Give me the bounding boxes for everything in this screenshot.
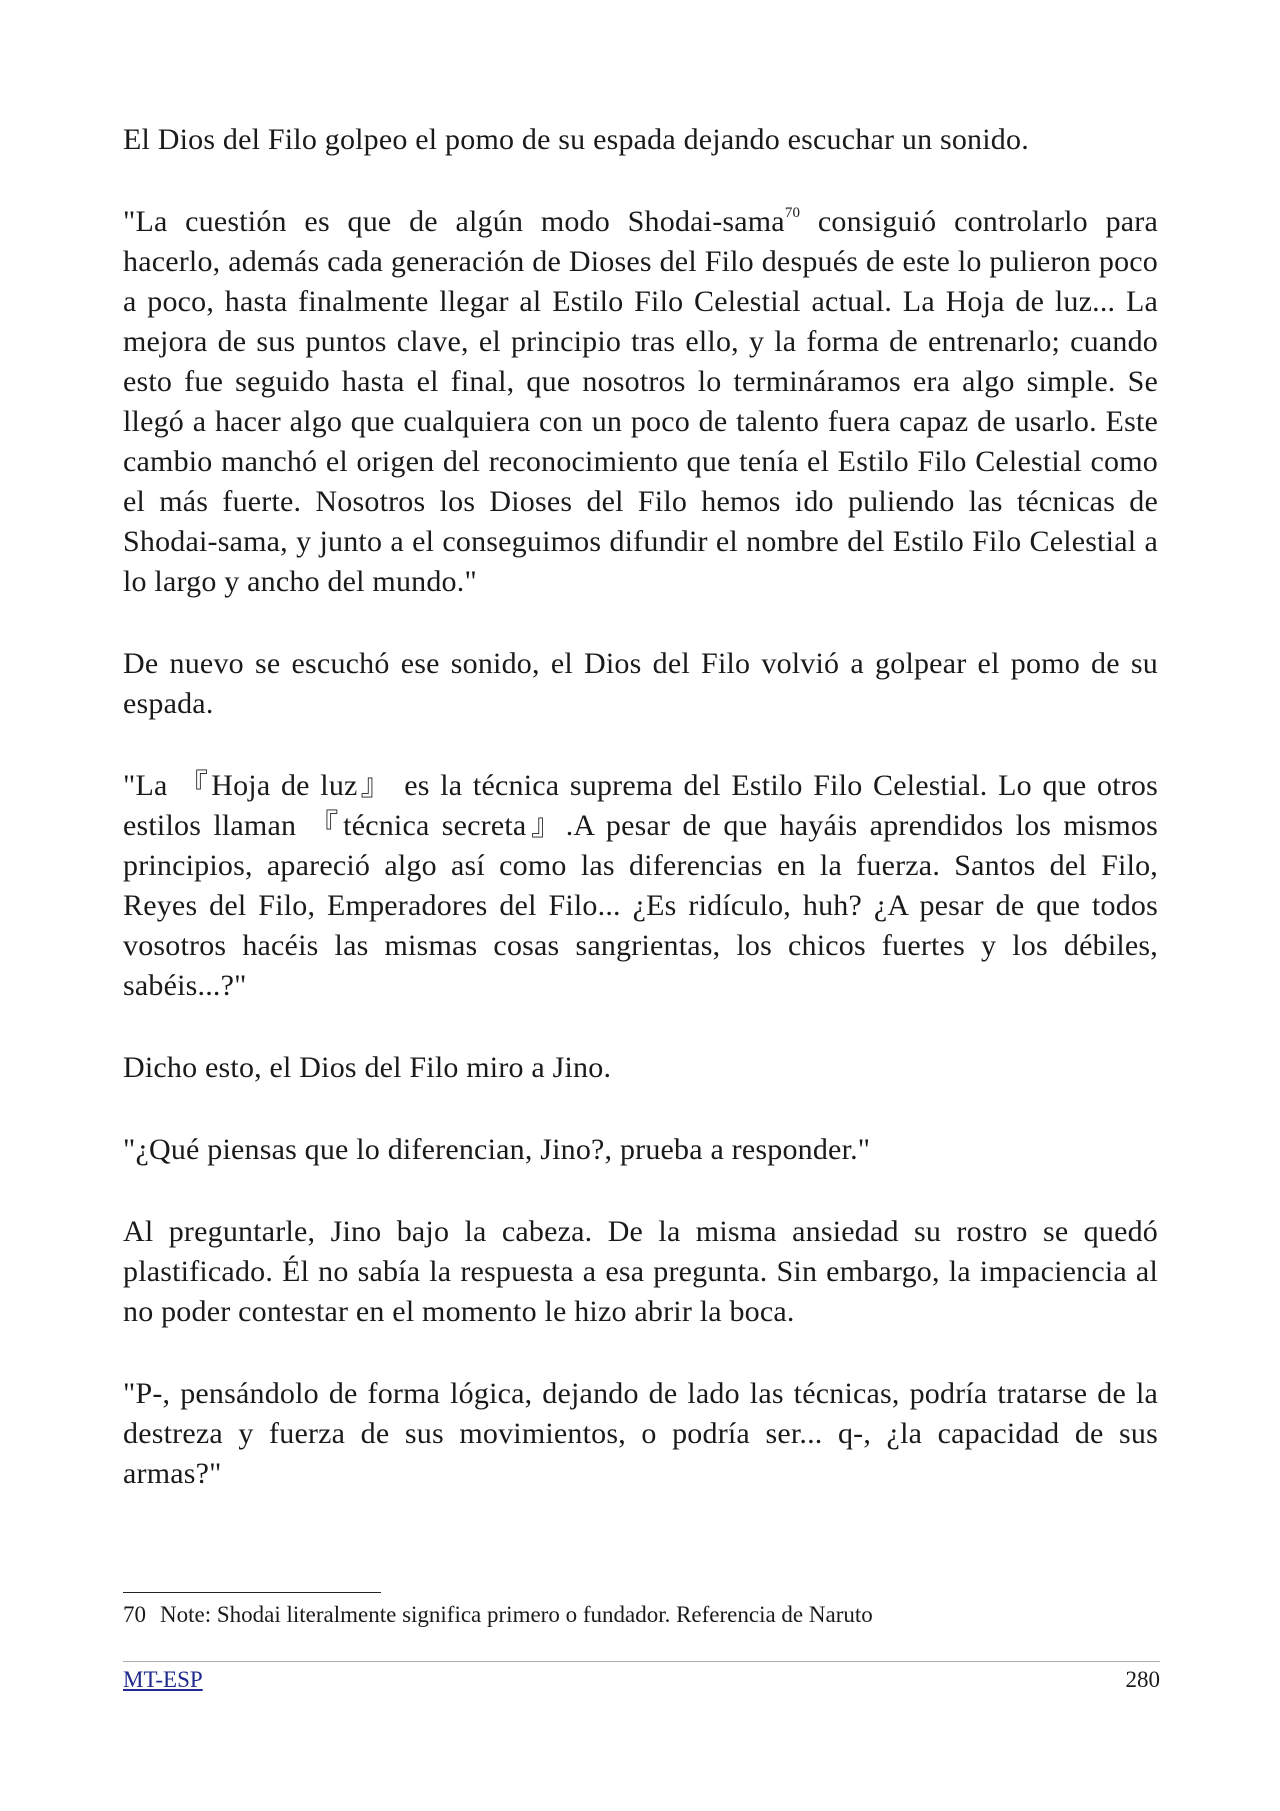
- footnote-text: Note: Shodai literalmente significa primero o fundador. Referencia de Naruto: [160, 1602, 873, 1627]
- paragraph-6: "¿Qué piensas que lo diferencian, Jino?, prueba a responder.": [123, 1133, 871, 1166]
- footnote-divider: [123, 1592, 381, 1593]
- page-footer: [123, 1664, 1160, 1696]
- footnote: [123, 1600, 873, 1630]
- page-number: 280: [1125, 1667, 1160, 1692]
- paragraph-2-rest: consiguió controlarlo para hacerlo, además cada generación de Dioses del Filo después de este lo pulieron poco a poco, hasta finalmente llegar al Estilo Filo Celestial actual. La Hoja de luz... La mejora de sus puntos clave, el principio tras ello, y la forma de entrenarlo; cuando esto fue seguido hasta el final, que nosotros lo termináramos era algo simple. Se llegó a hacer algo que cualquiera con un poco de talento fuera capaz de usarlo. Este cambio manchó el origen del reconocimiento que tenía el Estilo Filo Celestial como el más fuerte. Nosotros los Dioses del Filo hemos ido puliendo las técnicas de Shodai-sama, y junto a el conseguimos difundir el nombre del Estilo Filo Celestial a lo largo y ancho del mundo.": [123, 205, 1158, 598]
- paragraph-5: Dicho esto, el Dios del Filo miro a Jino.: [123, 1051, 612, 1084]
- paragraph-2-start: "La cuestión es que de algún modo Shodai-sama: [123, 205, 785, 238]
- paragraph-2: [123, 202, 1158, 602]
- paragraph-3: De nuevo se escuchó ese sonido, el Dios del Filo volvió a golpear el pomo de su espada.: [123, 647, 1158, 720]
- footnote-number: 70: [123, 1602, 146, 1627]
- paragraph-7: Al preguntarle, Jino bajo la cabeza. De la misma ansiedad su rostro se quedó plastificado. Él no sabía la respuesta a esa pregunta. Sin embargo, la impaciencia al no poder contestar en el momento le hizo abrir la boca.: [123, 1215, 1158, 1328]
- paragraph-4: "La 『Hoja de luz』 es la técnica suprema del Estilo Filo Celestial. Lo que otros estilos llaman 『técnica secreta』.A pesar de que hayáis aprendidos los mismos principios, apareció algo así como las diferencias en la fuerza. Santos del Filo, Reyes del Filo, Emperadores del Filo... ¿Es ridículo, huh? ¿A pesar de que todos vosotros hacéis las mismas cosas sangrientas, los chicos fuertes y los débiles, sabéis...?": [123, 769, 1158, 1002]
- footnote-reference[interactable]: 70: [784, 205, 801, 221]
- footer-link[interactable]: MT-ESP: [123, 1667, 203, 1692]
- paragraph-1: El Dios del Filo golpeo el pomo de su espada dejando escuchar un sonido.: [123, 123, 1029, 156]
- footer-divider: [123, 1661, 1160, 1662]
- body-text: [123, 120, 1158, 1536]
- paragraph-8: "P-, pensándolo de forma lógica, dejando de lado las técnicas, podría tratarse de la destreza y fuerza de sus movimientos, o podría ser... q-, ¿la capacidad de sus armas?": [123, 1377, 1158, 1490]
